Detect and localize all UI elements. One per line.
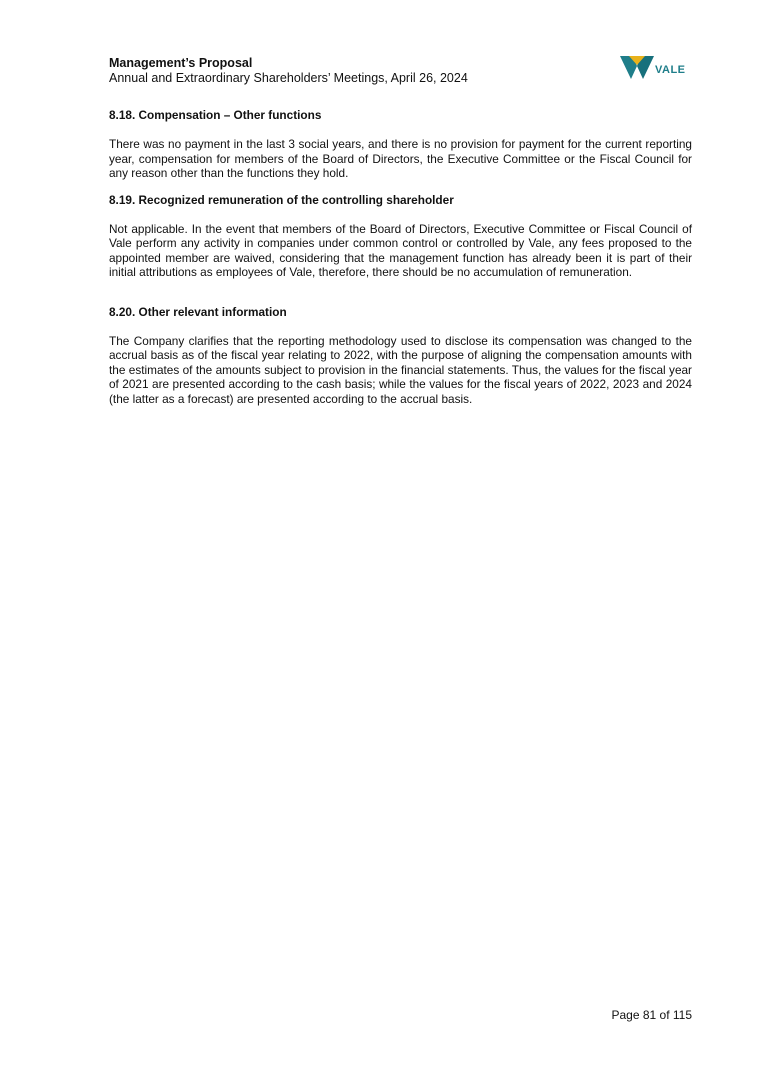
section-heading-8-18: 8.18. Compensation – Other functions (109, 108, 322, 122)
vale-logo-text: VALE (655, 64, 686, 76)
vale-logo (620, 53, 690, 83)
document-body (109, 108, 692, 418)
document-subtitle: Annual and Extraordinary Shareholders’ Meetings, April 26, 2024 (109, 71, 468, 85)
section-heading-8-19: 8.19. Recognized remuneration of the controlling shareholder (109, 192, 454, 207)
section-paragraph-8-19: Not applicable. In the event that members of the Board of Directors, Executive Committee or Fiscal Council of Vale perform any activity in companies under common control or controlled by Vale, any fees proposed to the appointed member are waived, considering that the management function has already been it is part of their initial attributions as employees of Vale, therefore, there should be no accumulation of remuneration. (109, 221, 692, 279)
section-spacer (109, 292, 692, 305)
document-header (109, 56, 579, 86)
section-heading-8-20: 8.20. Other relevant information (109, 304, 287, 319)
section-paragraph-8-18: There was no payment in the last 3 social years, and there is no provision for payment for the current reporting year, compensation for members of the Board of Directors, the Executive Committee or the Fiscal Council for any reason other than the functions they hold. (109, 137, 692, 180)
page-number: Page 81 of 115 (611, 1008, 692, 1022)
document-title: Management’s Proposal (109, 56, 253, 70)
section-paragraph-8-20: The Company clarifies that the reporting methodology used to disclose its compensation was changed to the accrual basis as of the fiscal year relating to 2022, with the purpose of aligning the compensation amounts with the estimates of the amounts subject to provision in the financial statements. Thus, the values for the fiscal year of 2021 are presented according to the cash basis; while the values for the fiscal years of 2022, 2023 and 2024 (the latter as a forecast) are presented according to the accrual basis. (109, 333, 692, 406)
vale-logo-icon (620, 53, 654, 83)
